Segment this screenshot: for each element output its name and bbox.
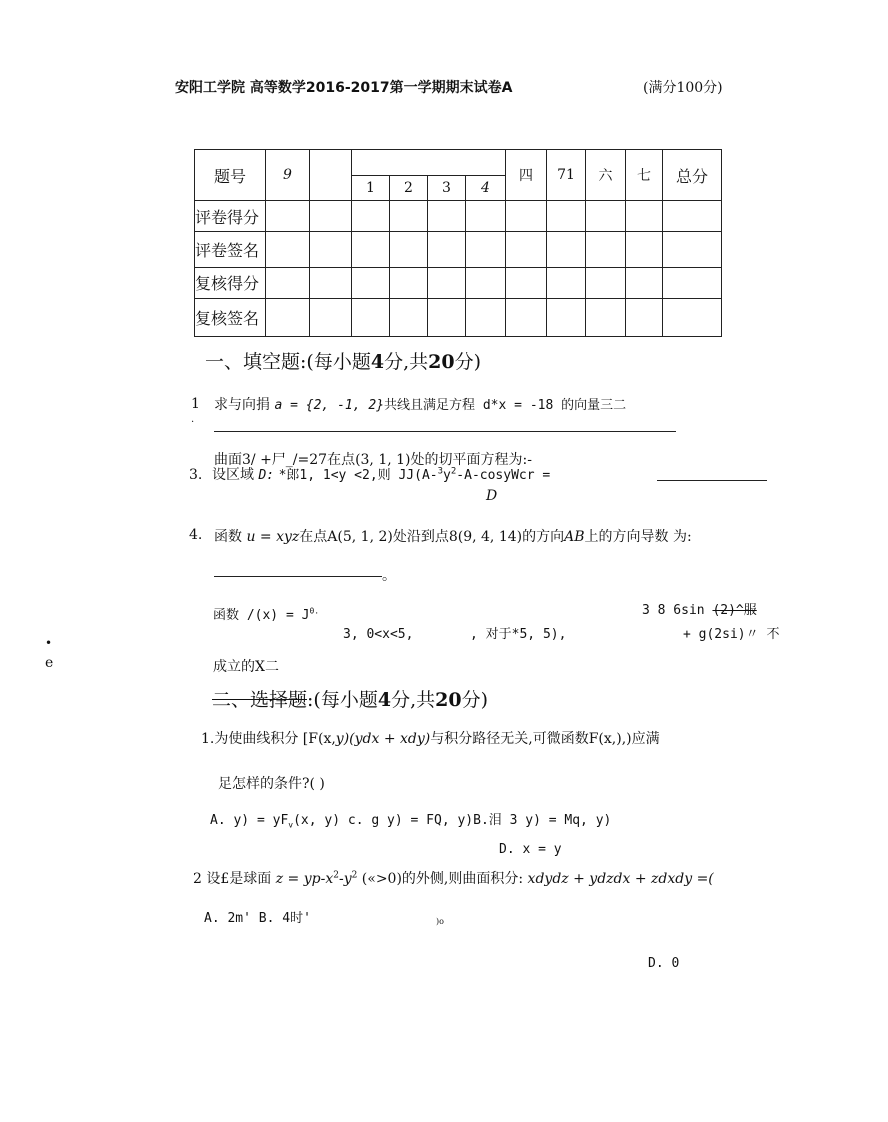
s1-q4-text: 函数 u = xyz在点A(5, 1, 2)处沿到点8(9, 4, 14)的方向AB上的方向导数 为:: [214, 529, 692, 545]
score-table-subcol: 4: [466, 176, 506, 201]
s1-q4-answer-line: [214, 576, 382, 577]
score-table-subcol: 3: [428, 176, 466, 201]
score-table-col-7: 七: [626, 150, 663, 201]
margin-dot: •: [45, 636, 53, 650]
s1-q3-number: 3.: [189, 467, 203, 483]
s1-q5-right: 3 8 6sin (2)^服: [642, 603, 757, 618]
score-table-col-3-group: [352, 150, 506, 176]
score-table-col-5: 71: [547, 150, 586, 201]
s1-q5-line2b: , 对于*5, 5),: [470, 627, 567, 642]
score-table-header-label: 题号: [195, 150, 266, 201]
score-table-row-label: 复核得分: [195, 267, 266, 298]
s1-q1-text: 求与向捐 a = {2, -1, 2}共线且满足方程 d*x = -18 的向量三二: [214, 397, 627, 413]
s2-q1-options: A. $y) = yF_v(x$, y) c. g y) = FQ, y)B.泪 3 y) = Mq, y): [210, 813, 612, 830]
full-score: (满分100分): [643, 80, 723, 96]
s1-q1-number: 1: [191, 396, 200, 412]
s1-q4-number: 4.: [189, 527, 203, 543]
score-table-col-1: 9: [266, 150, 310, 201]
score-table: [194, 149, 722, 337]
score-table-col-2: [310, 150, 352, 201]
s1-q4-end: 。: [382, 568, 396, 584]
score-table-subcol: 2: [390, 176, 428, 201]
s1-q5-line2c: + g(2si)〃 不: [683, 627, 780, 642]
s1-q3-text: 设区域 D: *郎1, 1<y <2,则 $JJ(A-^3y^2-A$-cosyWcr =: [212, 466, 551, 483]
score-table-subcol: 1: [352, 176, 390, 201]
section1-heading: 一、填空题:(每小题4分,共20分): [205, 351, 481, 373]
s1-q2-text: 曲面3/ +尸_/=27在点(3, 1, 1)处的切平面方程为:-: [214, 452, 532, 468]
s2-q1-text: 1.为使曲线积分 [F(x,y)(ydx + xdy)与积分路径无关,可微函数F(x,),)应满: [201, 731, 660, 747]
s1-q5-text: 函数 $/(x) = J^{0.}$: [213, 606, 320, 623]
score-table-row-label: 评卷签名: [195, 232, 266, 267]
score-table-row-label: 复核签名: [195, 298, 266, 336]
s1-q3-answer-line: [657, 480, 767, 481]
s2-q1-option-d: D. x = y: [499, 842, 562, 857]
s2-q2-option-d: D. 0: [648, 956, 680, 971]
section2-heading: 二、选择题:(每小题4分,共20分): [212, 689, 488, 711]
s1-q3-subscript: D: [486, 488, 498, 504]
score-table-col-4: 四: [506, 150, 547, 201]
s2-q2-small-mark: )o: [436, 917, 444, 926]
s1-q5-line2a: 3, 0<x<5,: [343, 627, 414, 642]
score-table-row-label: 评卷得分: [195, 201, 266, 232]
s1-q1-answer-line: [214, 431, 676, 432]
score-table-col-total: 总分: [663, 150, 722, 201]
s1-q1-dot: .: [191, 414, 195, 425]
s2-q1-line2: 足怎样的条件?( ): [218, 776, 325, 792]
exam-title: 安阳工学院 高等数学2016-2017第一学期期末试卷A: [175, 80, 513, 96]
margin-e: e: [45, 655, 54, 671]
s2-q2-options: A. 2m' B. 4时': [204, 911, 311, 926]
s1-q5-line3: 成立的X二: [213, 659, 279, 675]
score-table-col-6: 六: [586, 150, 626, 201]
s2-q2-text: 2 设£是球面 $z = yp-x^2-y^2$ («>0)的外侧,则曲面积分: xdydz + ydzdx + zdxdy =(: [193, 870, 714, 887]
